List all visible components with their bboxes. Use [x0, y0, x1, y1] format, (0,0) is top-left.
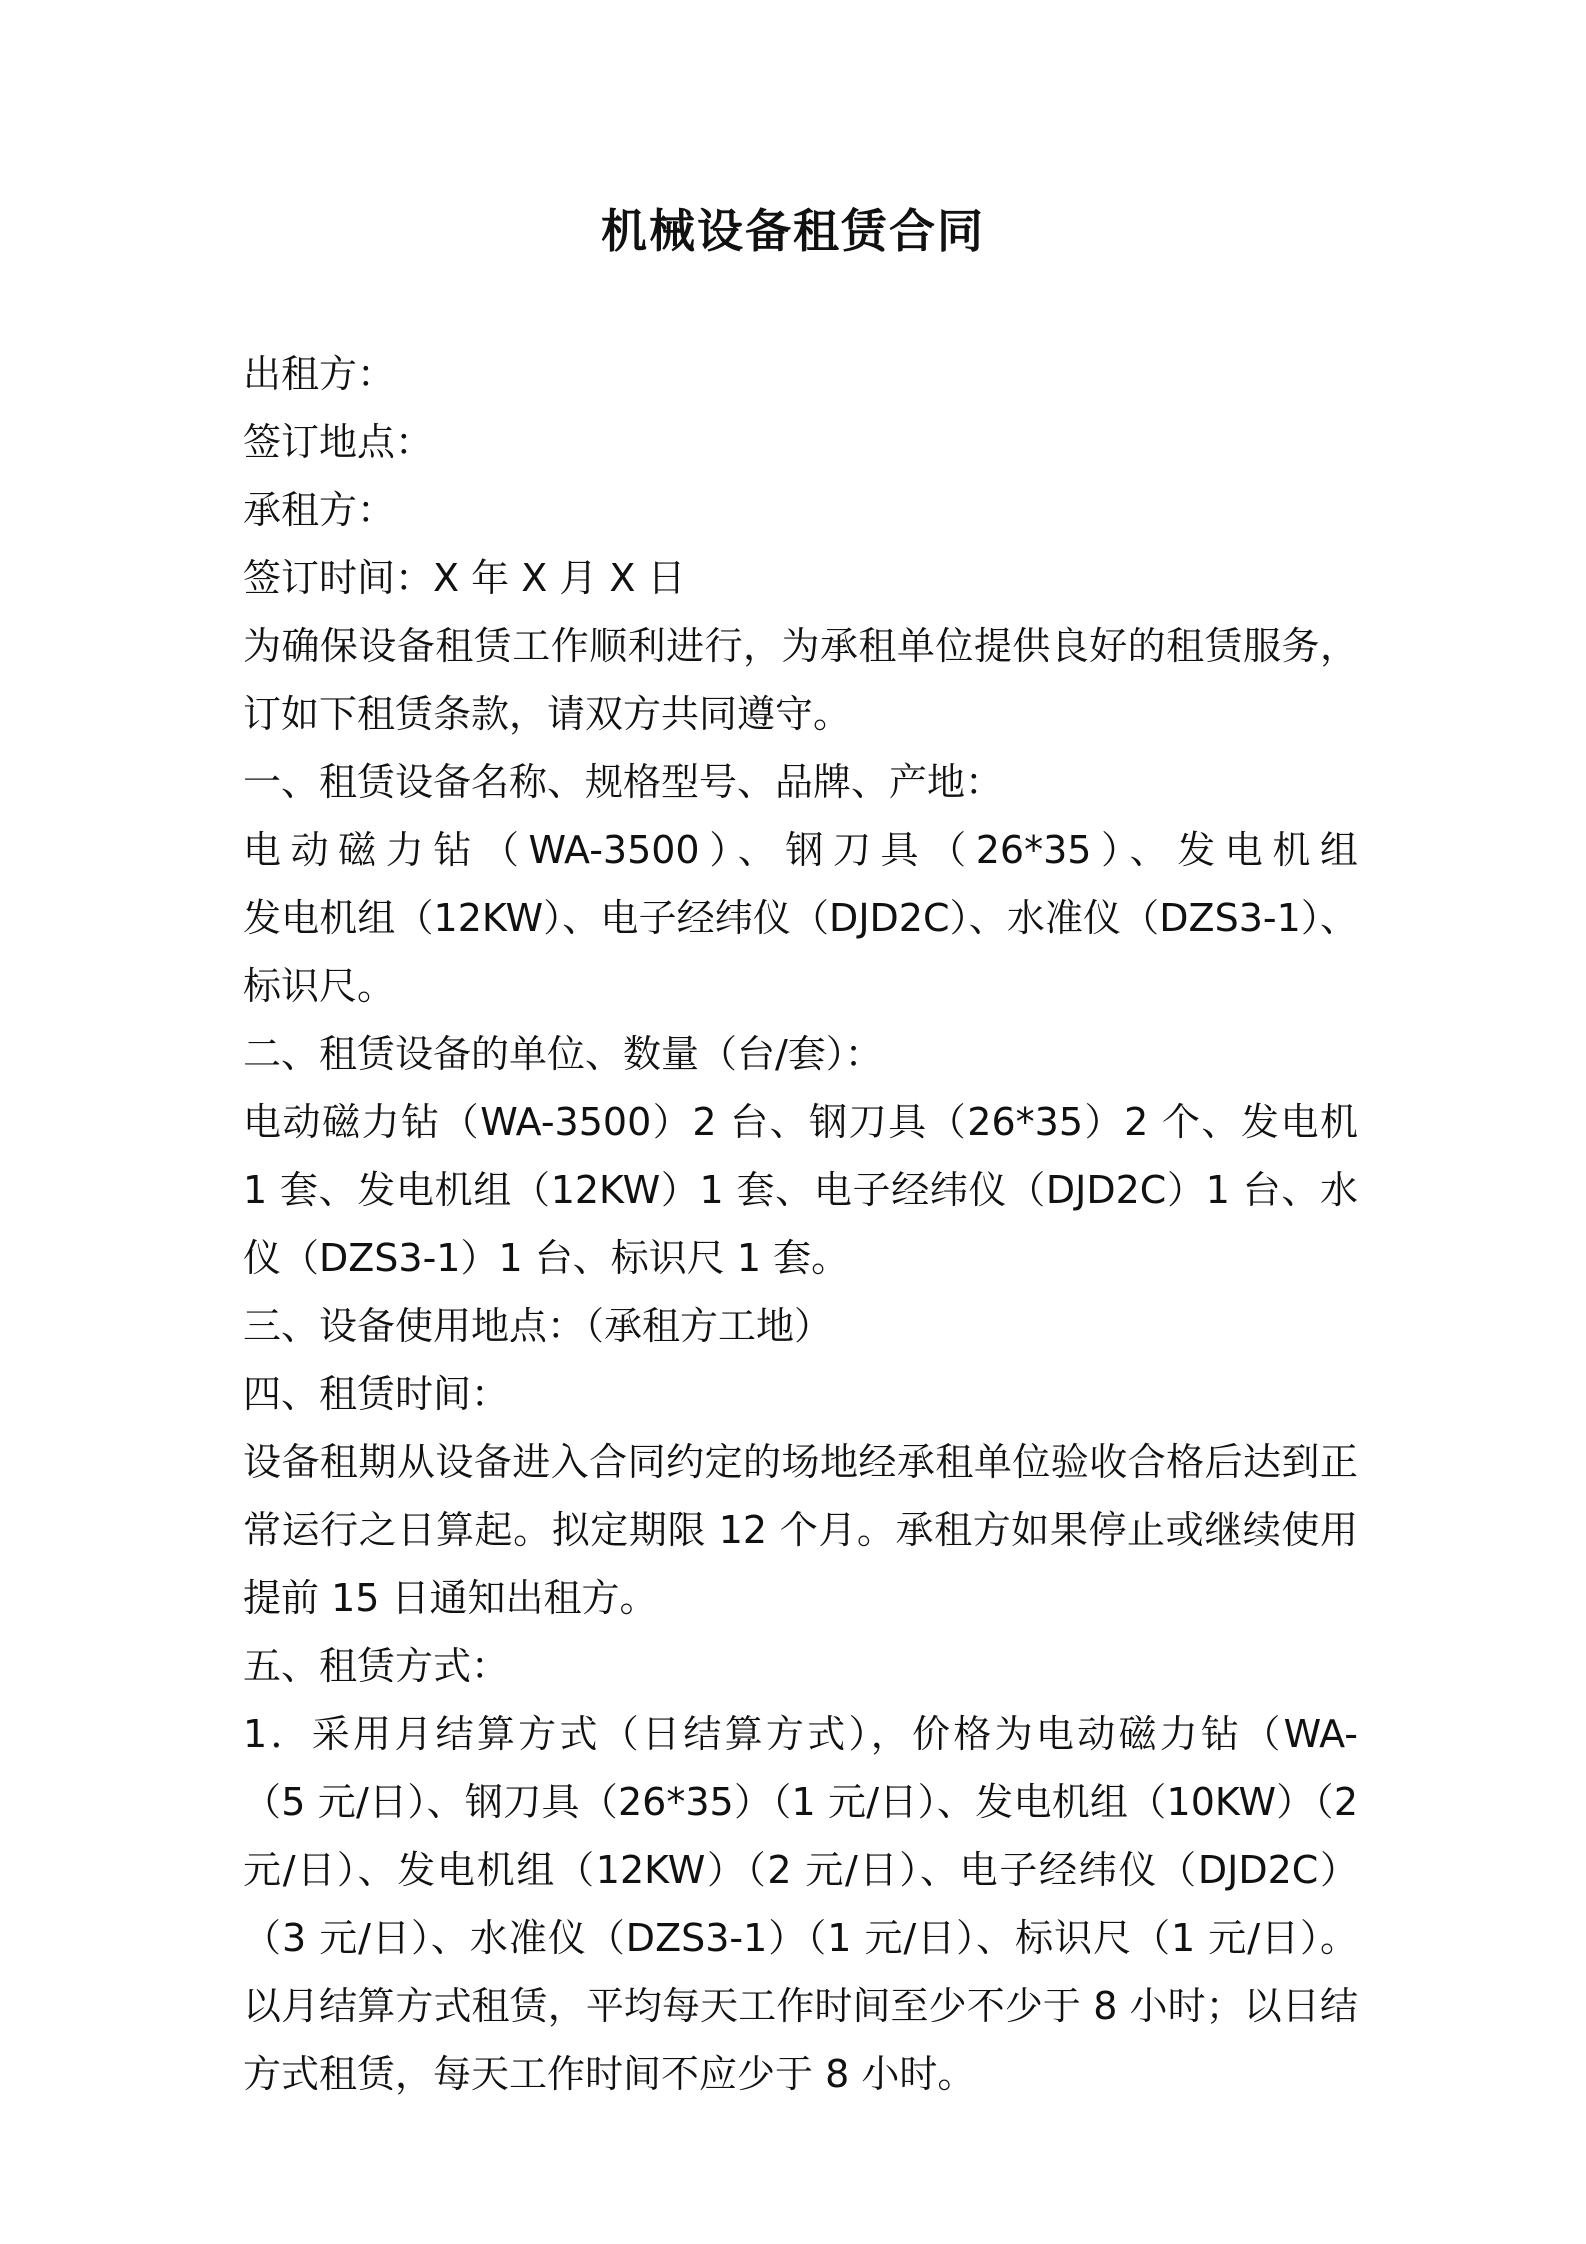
paragraph-line: 提前 15 日通知出租方。 — [243, 1576, 658, 1620]
paragraph-line: 常运行之日算起。拟定期限 12 个月。承租方如果停止或继续使用 — [243, 1508, 1358, 1552]
paragraph-line: 标识尺。 — [243, 964, 396, 1008]
paragraph-line: 电动磁力钻（WA-3500）、钢刀具（26*35）、发电机组 — [243, 828, 1358, 872]
document-body — [243, 340, 1358, 2108]
paragraph-line: 发电机组（12KW）、电子经纬仪（DJD2C）、水准仪（DZS3-1）、 — [243, 896, 1358, 940]
section-heading: 三、设备使用地点：（承租方工地） — [243, 1304, 833, 1348]
paragraph-line: 方式租赁，每天工作时间不应少于 8 小时。 — [243, 2052, 976, 2096]
signing-date-line: 签订时间：X 年 X 月 X 日 — [243, 556, 686, 600]
preamble-line: 为确保设备租赁工作顺利进行，为承租单位提供良好的租赁服务， — [243, 624, 1358, 668]
document-title: 机械设备租赁合同 — [601, 204, 985, 258]
section-heading: 二、租赁设备的单位、数量（台/套）： — [243, 1032, 883, 1076]
section-heading: 五、租赁方式： — [243, 1644, 510, 1688]
paragraph-line: 以月结算方式租赁，平均每天工作时间至少不少于 8 小时；以日结 — [243, 1984, 1358, 2028]
section-heading: 四、租赁时间： — [243, 1372, 510, 1416]
paragraph-line: 1 套、发电机组（12KW）1 套、电子经纬仪（DJD2C）1 台、水 — [243, 1168, 1358, 1212]
lessee-line: 承租方： — [243, 488, 396, 532]
paragraph-line: 1．采用月结算方式（日结算方式），价格为电动磁力钻（WA- — [243, 1712, 1358, 1756]
paragraph-line: （3 元/日）、水准仪（DZS3-1）（1 元/日）、标识尺（1 元/日）。 — [243, 1916, 1358, 1960]
preamble-line: 订如下租赁条款，请双方共同遵守。 — [243, 692, 852, 736]
paragraph-line: 仪（DZS3-1）1 台、标识尺 1 套。 — [243, 1236, 850, 1280]
paragraph-line: 元/日）、发电机组（12KW）（2 元/日）、电子经纬仪（DJD2C） — [243, 1848, 1358, 1892]
paragraph-line: 设备租期从设备进入合同约定的场地经承租单位验收合格后达到正 — [243, 1440, 1358, 1484]
lessor-line: 出租方： — [243, 352, 396, 396]
section-heading: 一、租赁设备名称、规格型号、品牌、产地： — [243, 760, 1004, 804]
paragraph-line: 电动磁力钻（WA-3500）2 台、钢刀具（26*35）2 个、发电机 — [243, 1100, 1358, 1144]
paragraph-line: （5 元/日）、钢刀具（26*35）（1 元/日）、发电机组（10KW）（2 — [243, 1780, 1358, 1824]
signing-place-line: 签订地点： — [243, 420, 434, 464]
